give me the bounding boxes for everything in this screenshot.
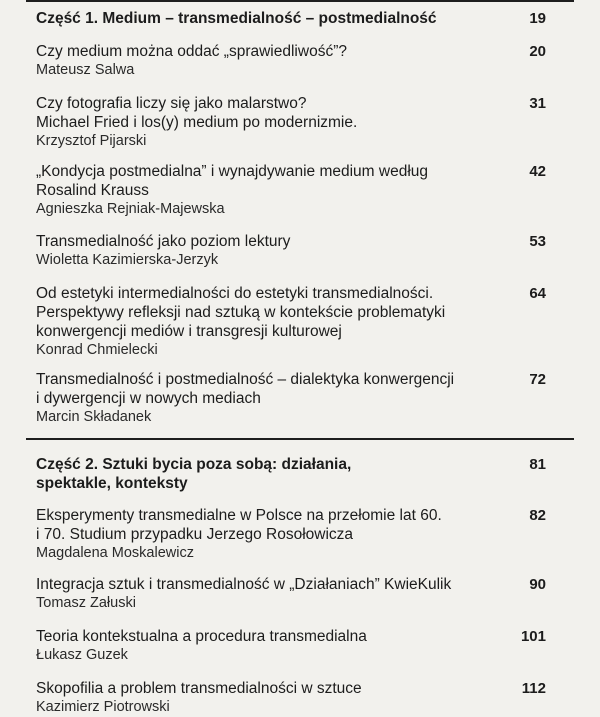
chapter-author: Konrad Chmielecki [36, 342, 158, 358]
page-number: 64 [529, 285, 546, 302]
page-number: 82 [529, 507, 546, 524]
chapter-author: Marcin Składanek [36, 409, 152, 425]
page-number: 72 [529, 371, 546, 388]
chapter-title-line-2: i dywergencji w nowych mediach [36, 390, 261, 407]
chapter-title: Czy medium można oddać „sprawiedliwość”? [36, 43, 347, 60]
page-number: 81 [529, 456, 546, 473]
chapter-author: Tomasz Załuski [36, 595, 136, 611]
page-number: 20 [529, 43, 546, 60]
toc-part-1 [36, 9, 546, 28]
page-number: 101 [520, 628, 546, 645]
part-title: Część 1. Medium – transmedialność – postmedialność [36, 10, 437, 27]
chapter-author: Krzysztof Pijarski [36, 133, 147, 149]
chapter-author: Kazimierz Piotrowski [36, 699, 170, 715]
toc-entry [36, 232, 546, 269]
toc-entry [36, 679, 546, 716]
chapter-title-line-3: konwergencji mediów i transgresji kulturowej [36, 323, 342, 340]
page-number: 90 [529, 576, 546, 593]
toc-entry [36, 506, 546, 562]
chapter-title: Od estetyki intermedialności do estetyki transmedialności. [36, 285, 434, 302]
toc-entry [36, 370, 546, 426]
page-number: 31 [529, 95, 546, 112]
chapter-title: Czy fotografia liczy się jako malarstwo? [36, 95, 307, 112]
chapter-author: Łukasz Guzek [36, 647, 128, 663]
toc-entry [36, 42, 546, 79]
page-number: 112 [521, 680, 546, 697]
chapter-title-line-2: Michael Fried i los(y) medium po modernizmie. [36, 114, 358, 131]
section-rule [26, 438, 574, 440]
top-rule [26, 0, 574, 2]
chapter-title: „Kondycja postmedialna” i wynajdywanie medium według [36, 163, 429, 180]
toc-entry [36, 94, 546, 150]
chapter-title: Transmedialność jako poziom lektury [36, 233, 291, 250]
chapter-author: Magdalena Moskalewicz [36, 545, 194, 561]
part-title: Część 2. Sztuki bycia poza sobą: działania, [36, 456, 352, 473]
page-number: 19 [529, 10, 546, 27]
chapter-title: Transmedialność i postmedialność – dialektyka konwergencji [36, 371, 455, 388]
chapter-title-line-2: i 70. Studium przypadku Jerzego Rosołowicza [36, 526, 354, 543]
chapter-title: Integracja sztuk i transmedialność w „Działaniach” KwieKulik [36, 576, 452, 593]
chapter-title: Teoria kontekstualna a procedura transmedialna [36, 628, 367, 645]
chapter-title: Skopofilia a problem transmedialności w sztuce [36, 680, 362, 697]
toc-entry [36, 162, 546, 218]
chapter-author: Wioletta Kazimierska-Jerzyk [36, 252, 219, 268]
toc-entry [36, 575, 546, 612]
toc-entry [36, 627, 546, 664]
chapter-title-line-2: Perspektywy refleksji nad sztuką w kontekście problematyki [36, 304, 446, 321]
chapter-author: Mateusz Salwa [36, 62, 135, 78]
chapter-title-line-2: Rosalind Krauss [36, 182, 149, 199]
chapter-author: Agnieszka Rejniak-Majewska [36, 201, 225, 217]
toc-part-2 [36, 455, 546, 493]
page-number: 53 [529, 233, 546, 250]
toc-entry [36, 284, 546, 359]
page-number: 42 [529, 163, 546, 180]
chapter-title: Eksperymenty transmedialne w Polsce na przełomie lat 60. [36, 507, 442, 524]
part-title-line-2: spektakle, konteksty [36, 475, 188, 492]
